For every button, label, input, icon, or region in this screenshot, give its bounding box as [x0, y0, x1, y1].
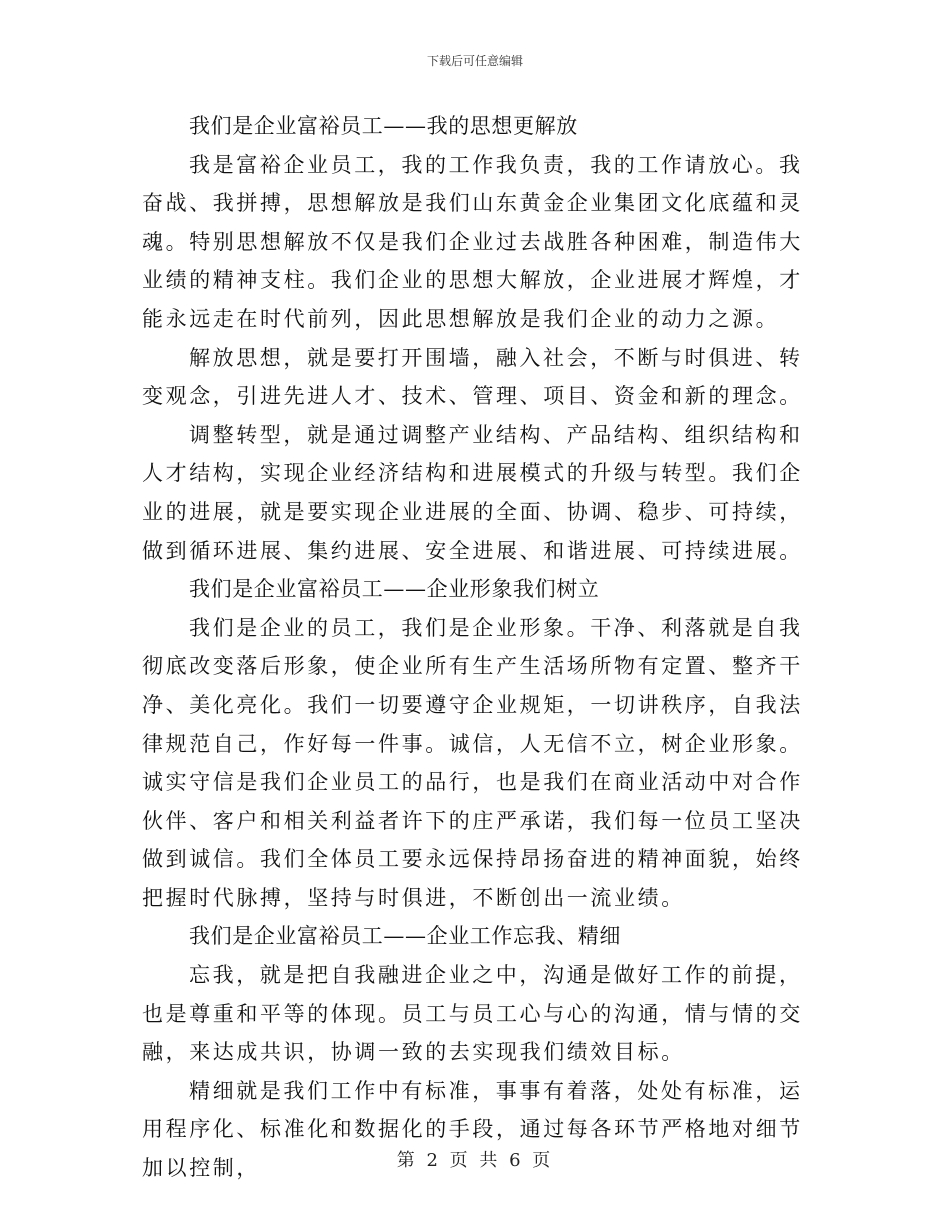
page-number-footer: 第 2 页 共 6 页: [396, 1150, 554, 1171]
body-paragraph: 忘我，就是把自我融进企业之中，沟通是做好工作的前提，也是尊重和平等的体现。员工与员工心与心的沟通，情与情的交融，来达成共识，协调一致的去实现我们绩效目标。: [142, 963, 803, 1065]
body-paragraph: 精细就是我们工作中有标准，事事有着落，处处有标准，运用程序化、标准化和数据化的手段，通过每各环节严格地对细节加以控制，: [142, 1078, 803, 1181]
section-heading: 我们是企业富裕员工——企业工作忘我、精细: [189, 924, 621, 949]
body-paragraph: 我们是企业的员工，我们是企业形象。干净、利落就是自我彻底改变落后形象，使企业所有生产生活场所物有定置、整齐干净、美化亮化。我们一切要遵守企业规矩，一切讲秩序，自我法律规范自己，作好每一件事。诚信，人无信不立，树企业形象。诚实守信是我们企业员工的品行，也是我们在商业活动中对合作伙伴、客户和相关利益者许下的庄严承诺，我们每一位员工坚决做到诚信。我们全体员工要永远保持昂扬奋进的精神面貌，始终把握时代脉搏，坚持与时俱进，不断创出一流业绩。: [142, 615, 803, 910]
section-heading: 我们是企业富裕员工——我的思想更解放: [189, 114, 578, 138]
document-body: [142, 107, 822, 1188]
page-header: 下载后可任意编辑: [426, 54, 523, 68]
section-heading: 我们是企业富裕员工——企业形象我们树立: [189, 577, 600, 602]
body-paragraph: 解放思想，就是要打开围墙，融入社会，不断与时俱进、转变观念，引进先进人才、技术、管理、项目、资金和新的理念。: [142, 345, 803, 409]
body-paragraph: 调整转型，就是通过调整产业结构、产品结构、组织结构和人才结构，实现企业经济结构和进展模式的升级与转型。我们企业的进展，就是要实现企业进展的全面、协调、稳步、可持续，做到循环进展、集约进展、安全进展、和谐进展、可持续进展。: [142, 422, 803, 563]
body-paragraph: 我是富裕企业员工，我的工作我负责，我的工作请放心。我奋战、我拼搏，思想解放是我们山东黄金企业集团文化底蕴和灵魂。特别思想解放不仅是我们企业过去战胜各种困难，制造伟大业绩的精神支柱。我们企业的思想大解放，企业进展才辉煌，才能永远走在时代前列，因此思想解放是我们企业的动力之源。: [142, 152, 803, 331]
